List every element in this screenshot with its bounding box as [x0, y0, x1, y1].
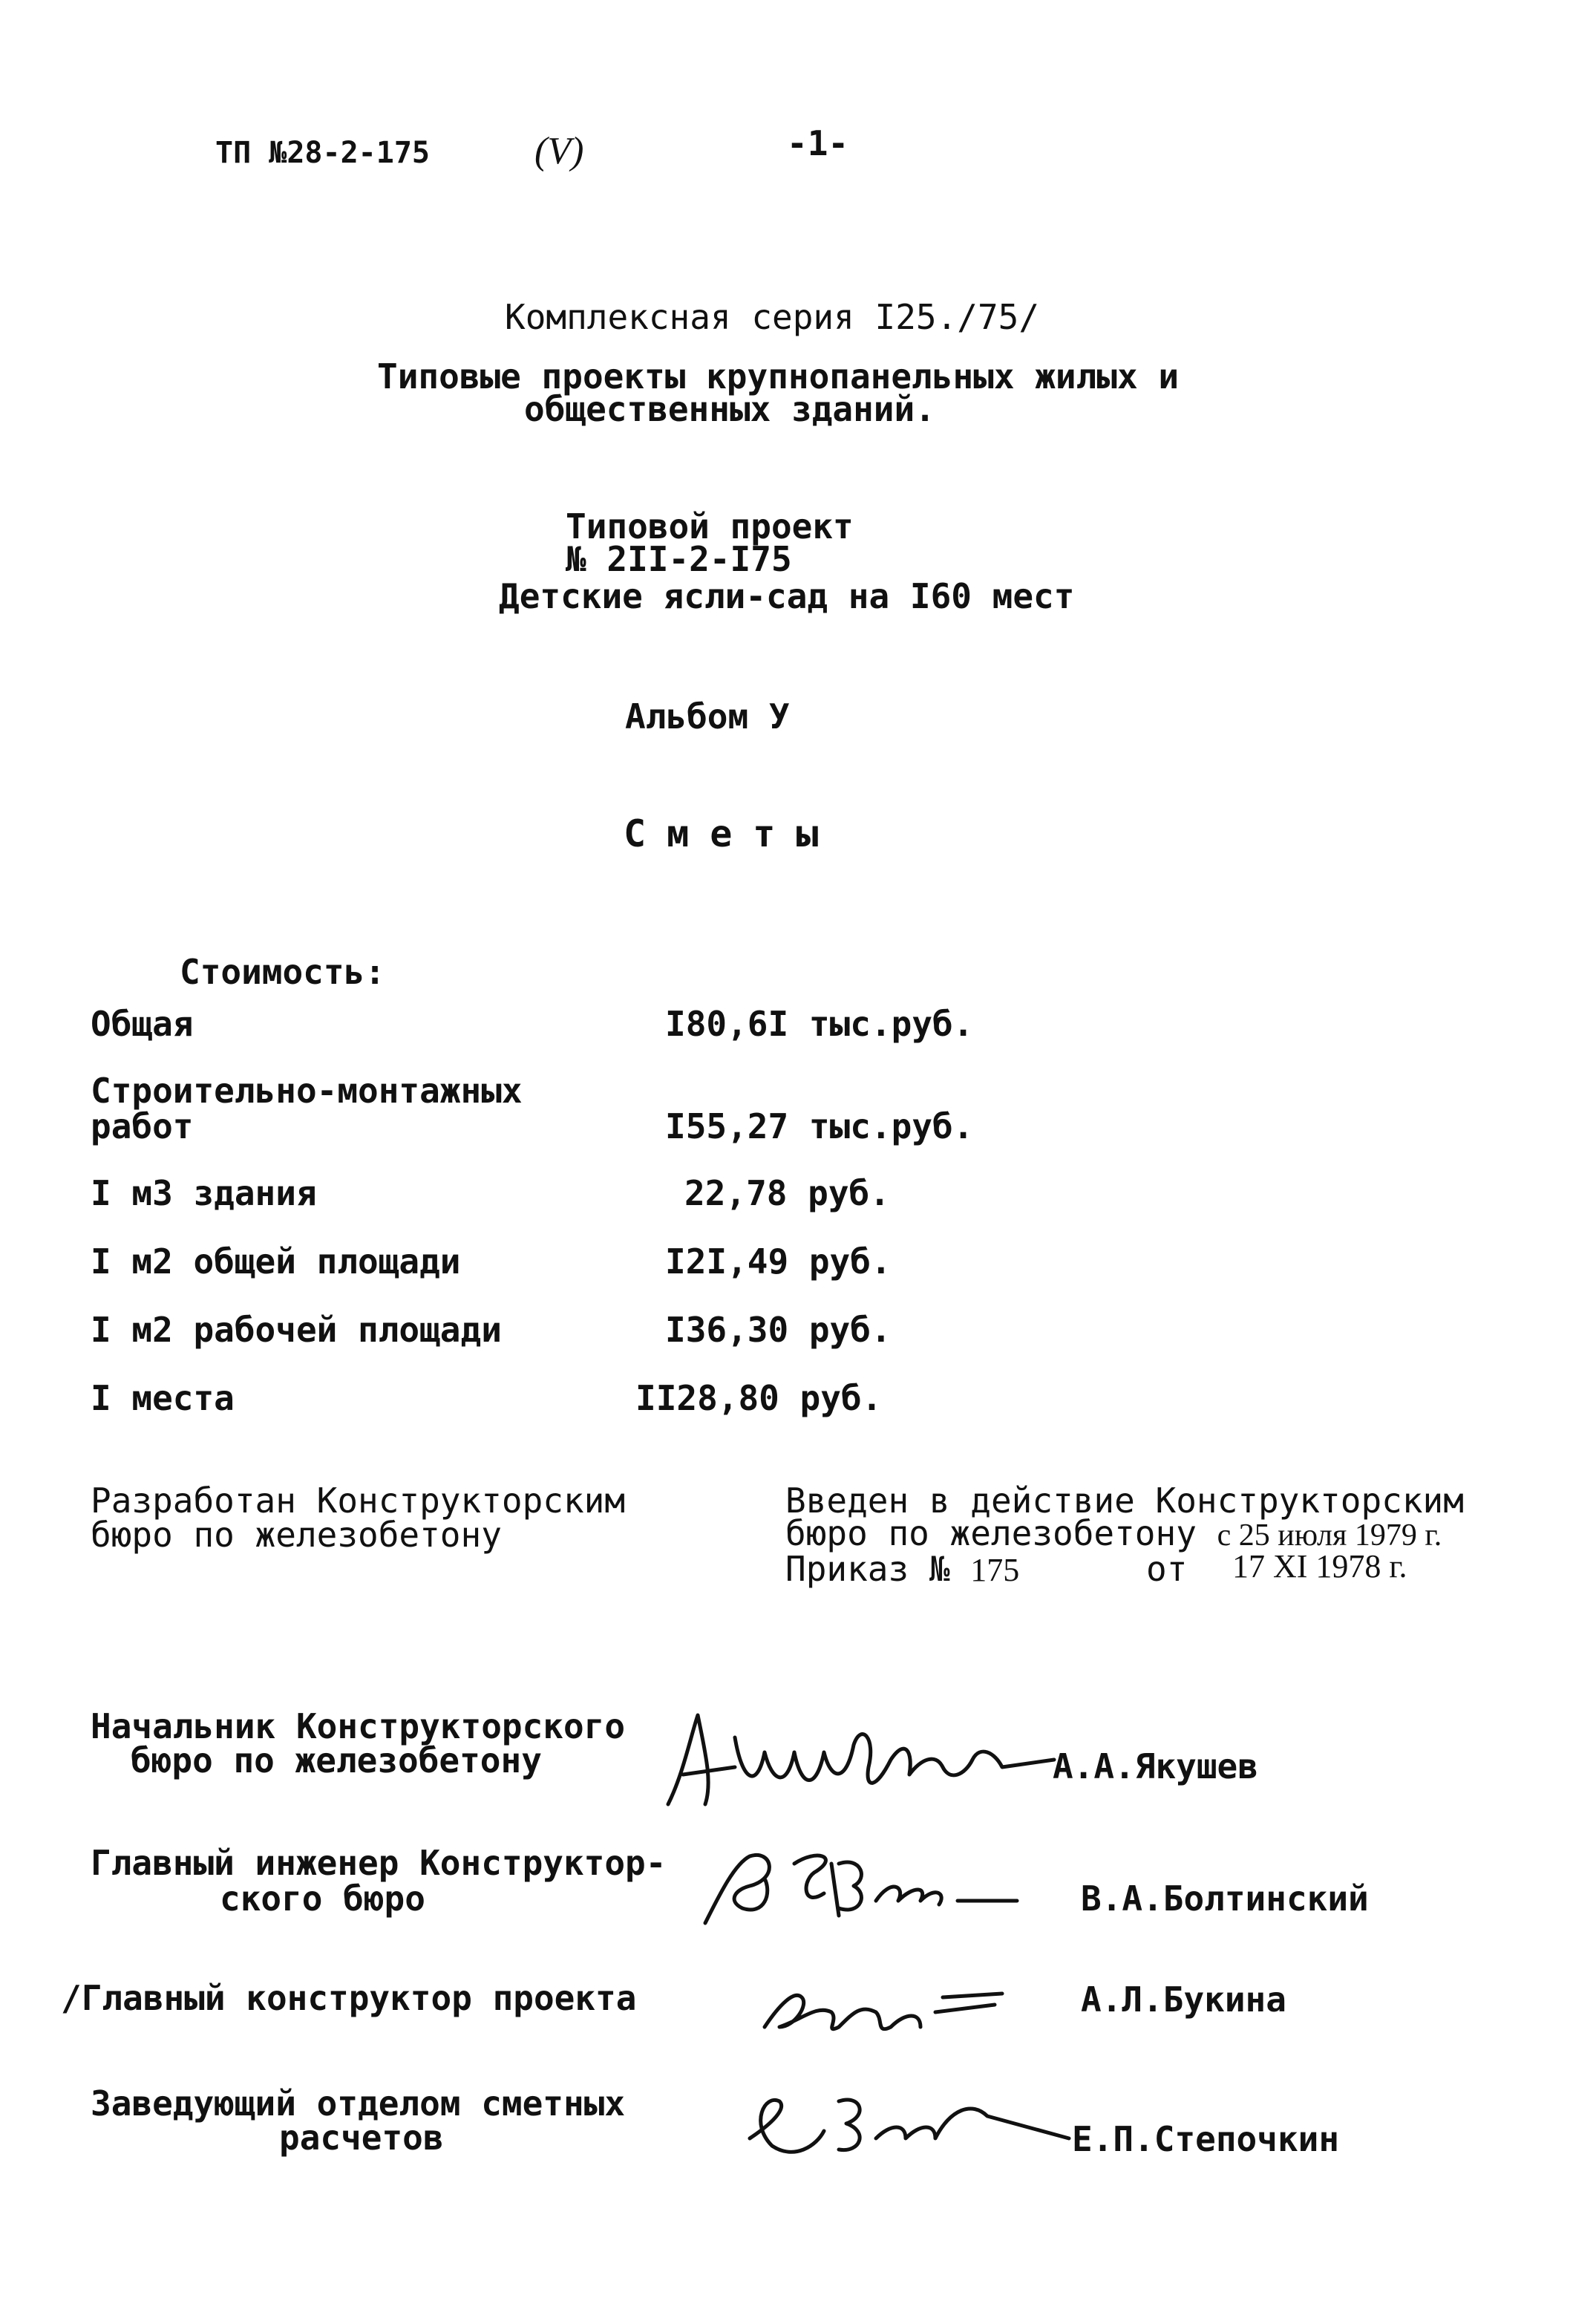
cost-label-construction-line1: Строительно-монтажных	[91, 1071, 523, 1111]
signatory-1-role-line2: бюро по железобетону	[131, 1740, 542, 1780]
signatory-3-name: А.Л.Букина	[1081, 1979, 1286, 2020]
introduced-line2-printed: бюро по железобетону	[785, 1513, 1197, 1553]
page-number: -1-	[787, 123, 849, 163]
signature-1	[653, 1693, 1069, 1819]
signatory-1-name: А.А.Якушев	[1053, 1746, 1258, 1786]
cost-value-per-m2-total: I2I,49 руб.	[665, 1241, 892, 1282]
signature-4	[727, 2079, 1084, 2168]
signatory-1-role-line1: Начальник Конструкторского	[91, 1706, 626, 1746]
cost-value-total: I80,6I тыс.руб.	[665, 1004, 974, 1044]
order-label: Приказ №	[785, 1549, 950, 1589]
album-mark: (V)	[534, 130, 584, 172]
signatory-2-role-line2: ского бюро	[220, 1879, 425, 1919]
series-description-line2: общественных зданий.	[524, 389, 935, 429]
signature-3	[750, 1968, 1032, 2049]
introduced-line1: Введен в действие Конструкторским	[785, 1481, 1464, 1521]
cost-label-total: Общая	[91, 1004, 194, 1044]
developed-line1: Разработан Конструкторским	[91, 1481, 626, 1521]
signatory-4-name: Е.П.Степочкин	[1072, 2119, 1340, 2159]
cost-label-per-place: I места	[91, 1378, 235, 1418]
signatory-2-role-line1: Главный инженер Конструктор-	[91, 1843, 667, 1883]
cost-label-per-m2-total: I м2 общей площади	[91, 1241, 461, 1282]
project-name: Детские ясли-сад на I60 мест	[499, 576, 1075, 616]
developed-line2: бюро по железобетону	[91, 1515, 502, 1555]
cost-label-per-m3: I м3 здания	[91, 1173, 317, 1213]
project-label: Типовой проект	[566, 506, 854, 546]
series-title: Комплексная серия I25./75/	[505, 297, 1040, 337]
album-title: Альбом У	[625, 696, 790, 737]
project-number: № 2II-2-I75	[566, 539, 792, 579]
signature-2	[690, 1834, 1032, 1938]
cost-value-per-place: II28,80 руб.	[635, 1378, 883, 1418]
document-code	[215, 138, 430, 168]
cost-label-construction-line2: работ	[91, 1106, 194, 1146]
introduced-line3	[785, 1549, 1020, 1589]
cost-value-per-m3: 22,78 руб.	[684, 1173, 890, 1213]
signatory-4-role-line1: Заведующий отделом сметных	[91, 2083, 626, 2124]
series-description-line1: Типовые проекты крупнопанельных жилых и	[377, 356, 1180, 396]
cost-value-construction: I55,27 тыс.руб.	[665, 1106, 974, 1146]
section-title: Сметы	[624, 812, 840, 855]
signatory-2-name: В.А.Болтинский	[1081, 1879, 1369, 1919]
order-from-label: от	[1146, 1549, 1188, 1589]
cost-label-per-m2-working: I м2 рабочей площади	[91, 1310, 502, 1350]
introduced-date-handwritten: с 25 июля 1979 г.	[1217, 1518, 1442, 1553]
introduced-line2	[785, 1513, 1442, 1553]
order-number: 175	[970, 1552, 1020, 1588]
order-date: 17 XI 1978 г.	[1232, 1548, 1407, 1584]
signatory-3-role-line1: /Главный конструктор проекта	[61, 1978, 637, 2018]
cost-heading: Стоимость:	[180, 952, 385, 992]
document-code-text: ТП №28-2-175	[215, 136, 430, 170]
signatory-4-role-line2: расчетов	[279, 2118, 444, 2158]
cost-value-per-m2-working: I36,30 руб.	[665, 1310, 892, 1350]
